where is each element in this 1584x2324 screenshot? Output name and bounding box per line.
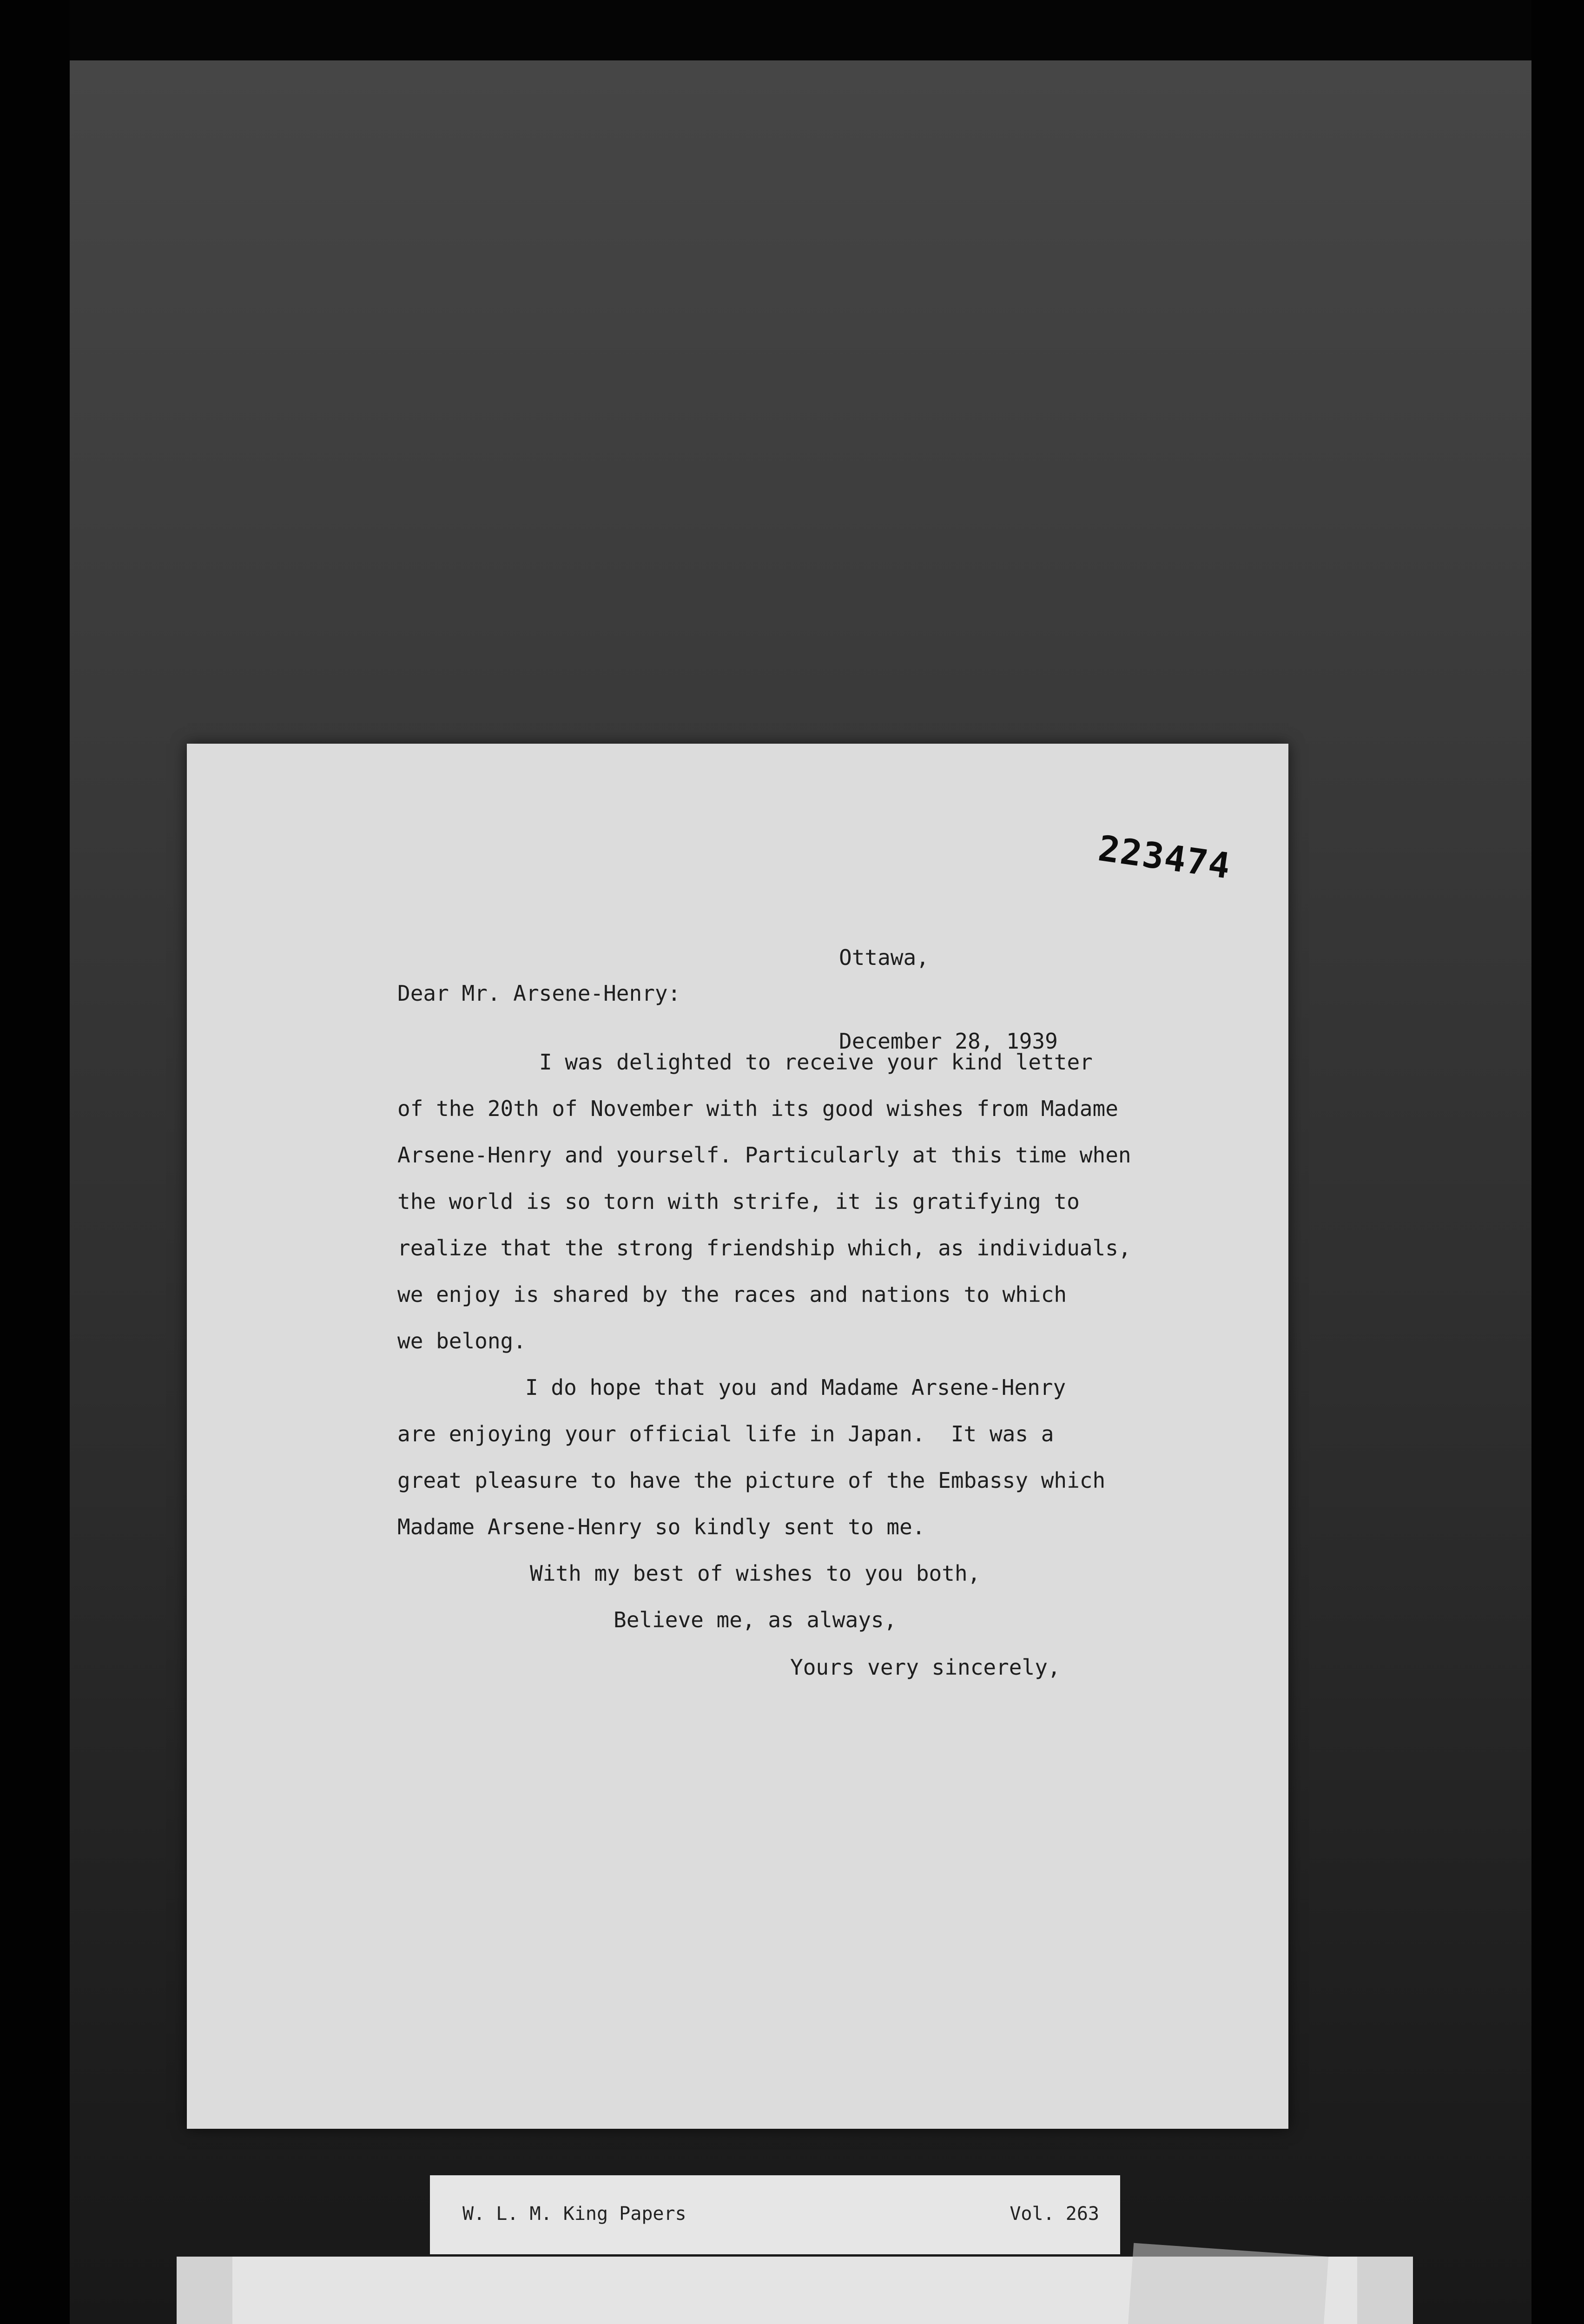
letter-salutation: Dear Mr. Arsene-Henry: xyxy=(397,981,681,1006)
paragraph1-line: Arsene-Henry and yourself. Particularly at this time when xyxy=(397,1142,1131,1168)
volume-label xyxy=(430,2175,1120,2254)
letter-closing: Yours very sincerely, xyxy=(790,1655,1061,1680)
paragraph1-line: we belong. xyxy=(397,1328,526,1353)
paragraph1-line: the world is so torn with strife, it is gratifying to xyxy=(397,1189,1080,1214)
paragraph2-line: Madame Arsene-Henry so kindly sent to me. xyxy=(397,1514,925,1539)
paragraph2-line: are enjoying your official life in Japan. It was a xyxy=(397,1421,1054,1446)
paragraph1-line: I was delighted to receive your kind letter xyxy=(539,1050,1093,1075)
paragraph2-line: I do hope that you and Madame Arsene-Henry xyxy=(525,1375,1066,1400)
letter-wishes: With my best of wishes to you both, xyxy=(530,1561,981,1586)
letter-believe: Believe me, as always, xyxy=(614,1607,897,1632)
paragraph2-line: great pleasure to have the picture of the Embassy which xyxy=(397,1468,1106,1493)
paragraph1-line: realize that the strong friendship which, as individuals, xyxy=(397,1235,1131,1261)
document-number: 223474 xyxy=(1096,827,1234,887)
film-edge-left xyxy=(0,0,70,2324)
collection-name: W. L. M. King Papers xyxy=(462,2203,686,2225)
letter-date: December 28, 1939 xyxy=(839,1029,1058,1054)
paragraph1-line: we enjoy is shared by the races and nations to which xyxy=(397,1282,1067,1307)
tape-piece xyxy=(1126,2243,1328,2324)
letter-place: Ottawa, xyxy=(839,945,929,970)
film-edge-right xyxy=(1531,0,1584,2324)
volume-number: Vol. 263 xyxy=(1010,2203,1099,2225)
paragraph1-line: of the 20th of November with its good wishes from Madame xyxy=(397,1096,1118,1121)
